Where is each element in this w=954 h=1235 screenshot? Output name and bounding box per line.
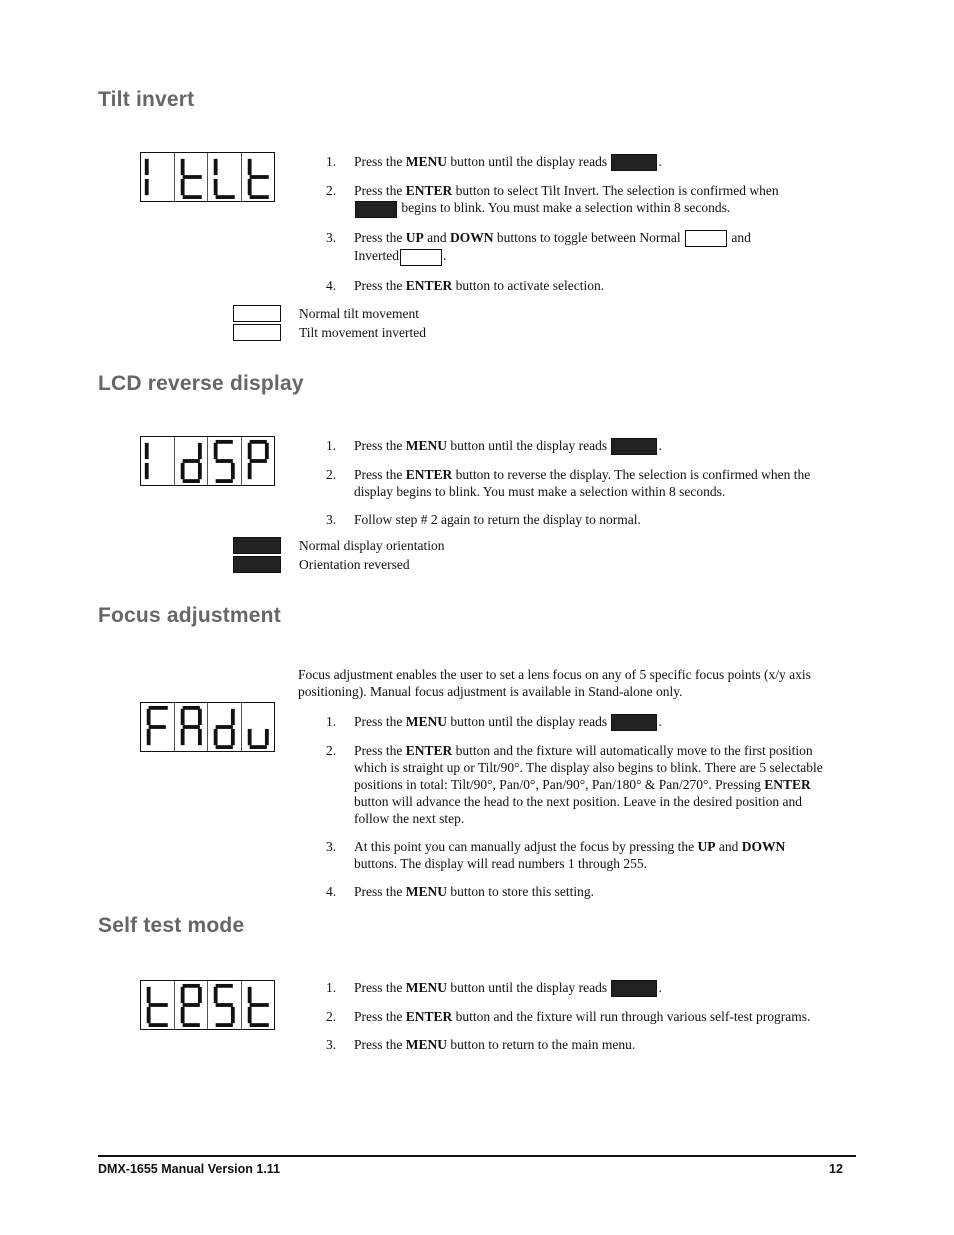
mini-display-icon <box>233 324 281 341</box>
mini-display-icon <box>611 714 657 731</box>
heading-self-test: Self test mode <box>98 914 245 937</box>
tilt-steps <box>326 153 826 305</box>
mini-display-icon <box>400 249 442 266</box>
list-item: 1. Press the MENU button until the display reads . <box>326 713 826 731</box>
list-item: 1. Press the MENU button until the display reads . <box>326 153 826 171</box>
footer-title: DMX-1655 Manual Version 1.11 <box>98 1162 281 1176</box>
heading-focus-adjustment: Focus adjustment <box>98 604 281 627</box>
mini-display-icon <box>233 305 281 322</box>
list-item: 4. Press the ENTER button to activate selection. <box>326 277 605 293</box>
list-item: 3. At this point you can manually adjust the focus by pressing the UP and DOWN buttons. The display will read numbers 1 through 255. <box>326 839 786 872</box>
list-item: 3. Press the MENU button to return to the main menu. <box>326 1037 636 1053</box>
list-item: 1. Press the MENU button until the display reads . <box>326 437 826 455</box>
selftest-steps <box>326 979 826 1064</box>
page-number: 12 <box>829 1162 843 1176</box>
mini-display-icon <box>611 980 657 997</box>
lcd-display-dsp <box>140 436 275 486</box>
heading-tilt-invert: Tilt invert <box>98 88 195 111</box>
list-item: 1. Press the MENU button until the display reads . <box>326 979 826 997</box>
list-item: 2. Press the ENTER button and the fixture will automatically move to the first position which is straight up or Tilt/90°. The display also begins to blink. There are 5 selectable positions in total: Tilt/90°, Pan/0°, Pan/90°, Pan/180° & Pan/270°. Pressing ENTER button will advance the head to the next position. Leave in the desired position and follow the next step. <box>326 743 823 827</box>
mini-display-icon <box>355 201 397 218</box>
mini-display-icon <box>233 556 281 573</box>
mini-display-icon <box>611 154 657 171</box>
list-item: 2. Press the ENTER button and the fixture will run through various self-test programs. <box>326 1009 811 1025</box>
lcd-display-fadj <box>140 702 275 752</box>
lcd-legend: Normal display orientation Orientation reversed <box>232 536 444 574</box>
lcd-steps <box>326 437 826 539</box>
list-item: 2. Press the ENTER button to reverse the display. The selection is confirmed when the display begins to blink. You must make a selection within 8 seconds. <box>326 467 811 500</box>
tilt-legend: Normal tilt movement Tilt movement inverted <box>232 304 426 342</box>
lcd-display-tilt <box>140 152 275 202</box>
heading-lcd-reverse: LCD reverse display <box>98 372 304 395</box>
mini-display-icon <box>685 230 727 247</box>
footer-divider <box>98 1155 856 1157</box>
lcd-display-test <box>140 980 275 1030</box>
focus-steps <box>326 713 826 911</box>
focus-intro: Focus adjustment enables the user to set a lens focus on any of 5 specific focus points (x/y axis positioning). Manual focus adjustment is available in Stand-alone only. <box>298 667 811 699</box>
list-item: 3. Press the UP and DOWN buttons to toggle between Normal and Inverted . <box>326 229 826 266</box>
list-item: 3. Follow step # 2 again to return the display to normal. <box>326 512 641 528</box>
mini-display-icon <box>233 537 281 554</box>
list-item: 2. Press the ENTER button to select Tilt Invert. The selection is confirmed when begins to blink. You must make a selection within 8 seconds. <box>326 182 826 217</box>
mini-display-icon <box>611 438 657 455</box>
list-item: 4. Press the MENU button to store this setting. <box>326 884 594 900</box>
